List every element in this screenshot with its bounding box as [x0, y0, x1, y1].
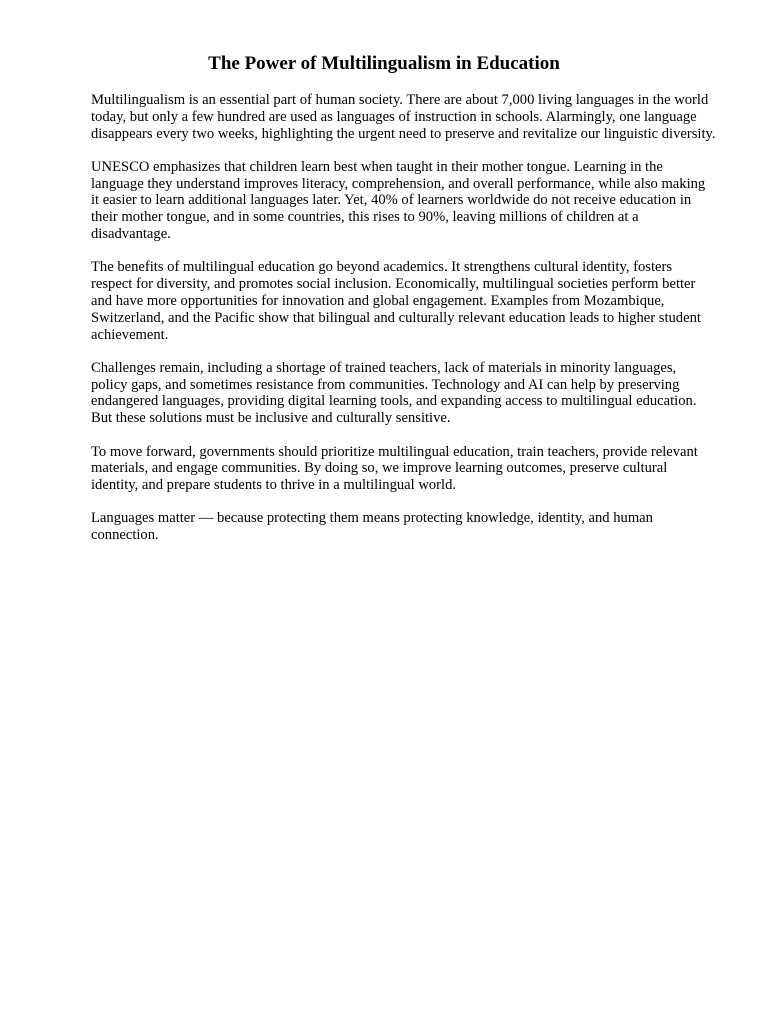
- paragraph-6: Languages matter — because protecting them means protecting knowledge, identity, and human connection.: [91, 510, 653, 544]
- paragraph-4: Challenges remain, including a shortage of trained teachers, lack of materials in minority languages, policy gaps, and sometimes resistance from communities. Technology and AI can help by preserving endangered languages, providing digital learning tools, and expanding access to multilingual education. But these solutions must be inclusive and culturally sensitive.: [91, 359, 697, 427]
- document-body: [91, 92, 716, 544]
- document-title: The Power of Multilingualism in Education: [208, 53, 560, 74]
- paragraph-2: UNESCO emphasizes that children learn best when taught in their mother tongue. Learning in the language they understand improves literacy, comprehension, and overall performance, while also making it easier to learn additional languages later. Yet, 40% of learners worldwide do not receive education in their mother tongue, and in some countries, this rises to 90%, leaving millions of children at a disadvantage.: [91, 158, 706, 243]
- paragraph-3: The benefits of multilingual education go beyond academics. It strengthens cultural identity, fosters respect for diversity, and promotes social inclusion. Economically, multilingual societies perform better and have more opportunities for innovation and global engagement. Examples from Mozambique, Switzerland, and the Pacific show that bilingual and culturally relevant education leads to higher student achievement.: [91, 259, 701, 343]
- paragraph-5: To move forward, governments should prioritize multilingual education, train teachers, provide relevant materials, and engage communities. By doing so, we improve learning outcomes, preserve cultural identity, and prepare students to thrive in a multilingual world.: [91, 443, 698, 494]
- paragraph-1: Multilingualism is an essential part of human society. There are about 7,000 living languages in the world today, but only a few hundred are used as languages of instruction in schools. Alarmingly, one language disappears every two weeks, highlighting the urgent need to preserve and revitalize our linguistic diversity.: [91, 92, 716, 142]
